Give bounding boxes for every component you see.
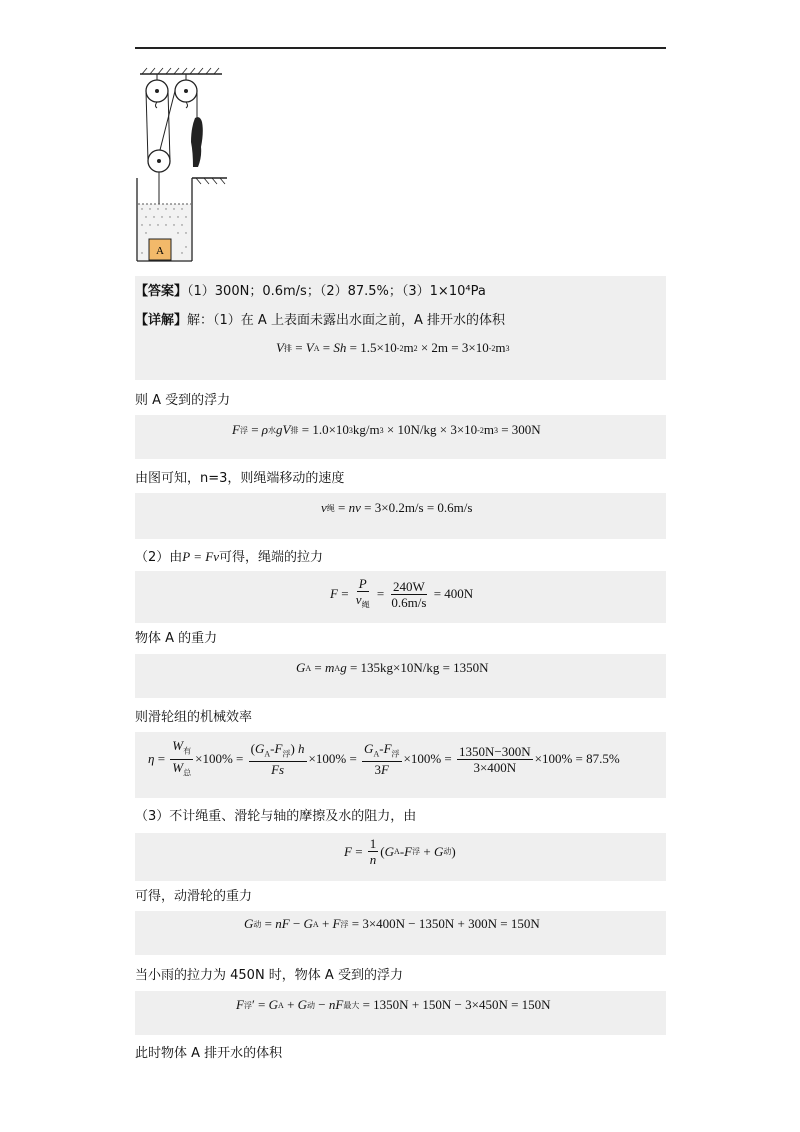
pulley-figure	[132, 66, 232, 266]
equation-5: G A = m A g = 135kg×10N/kg = 1350N	[296, 660, 489, 675]
equation-1: V 排 = V A = Sh = 1.5×10 -2 m 2 × 2m = 3×10 -2 m 3	[276, 340, 510, 355]
text-buoyancy: 则 A 受到的浮力	[135, 393, 231, 408]
equation-7: F = $\frac{1}{n}$ ( G A - F 浮 + G 动 )	[344, 836, 456, 867]
block-a-label: A	[156, 245, 164, 257]
explain-intro: 解：（1）在 A 上表面未露出水面之前，A 排开水的体积	[187, 313, 505, 328]
pulley-diagram	[132, 66, 232, 266]
text-volume: 此时物体 A 排开水的体积	[135, 1046, 283, 1061]
text-pull-force: （2）由P = Fv可得，绳端的拉力	[135, 549, 323, 565]
text-pulley-weight: 可得，动滑轮的重力	[135, 889, 253, 904]
explain-line	[135, 312, 505, 330]
equation-8: G 动 = nF − G A + F 浮 = 3×400N − 1350N + 300N = 150N	[244, 916, 540, 931]
text-rope-speed: 由图可知，n=3，则绳端移动的速度	[135, 471, 345, 486]
equation-3: v 绳 = nv = 3×0.2m/s = 0.6m/s	[321, 500, 473, 515]
equation-9: F 浮 ′ = G A + G 动 − nF 最大 = 1350N + 150N − 3×450N = 150N	[236, 997, 551, 1012]
answer-text: （1）300N；0.6m/s；（2）87.5%；（3）1×10⁴Pa	[187, 284, 486, 299]
answer-line	[135, 283, 486, 301]
text-no-friction: （3）不计绳重、滑轮与轴的摩擦及水的阻力，由	[135, 809, 417, 824]
text-efficiency: 则滑轮组的机械效率	[135, 710, 253, 725]
equation-6: η = $\frac{W_有}{W_总}$ ×100% = $\frac{(G_A-F_浮) h}{Fs}$ ×100% = $\frac{G_A-F_浮}{3F}$ ×100% = $\frac{1350N-300N}{3\times 400N}$ ×100% = 87.5%	[148, 738, 620, 778]
text-weight: 物体 A 的重力	[135, 631, 218, 646]
equation-4: F = $\frac{P}{v_绳}$ = $\frac{240W}{0.6m/s}$ = 400N	[330, 576, 474, 610]
equation-2: F 浮 = ρ 水 gV 排 = 1.0×10 3 kg/m 3 × 10N/kg × 3×10 -2 m 3 = 300N	[232, 422, 541, 437]
explain-label: 【详解】	[135, 313, 188, 328]
text-450n: 当小雨的拉力为 450N 时，物体 A 受到的浮力	[135, 968, 403, 983]
header-rule	[135, 47, 666, 49]
answer-label: 【答案】	[135, 284, 188, 299]
